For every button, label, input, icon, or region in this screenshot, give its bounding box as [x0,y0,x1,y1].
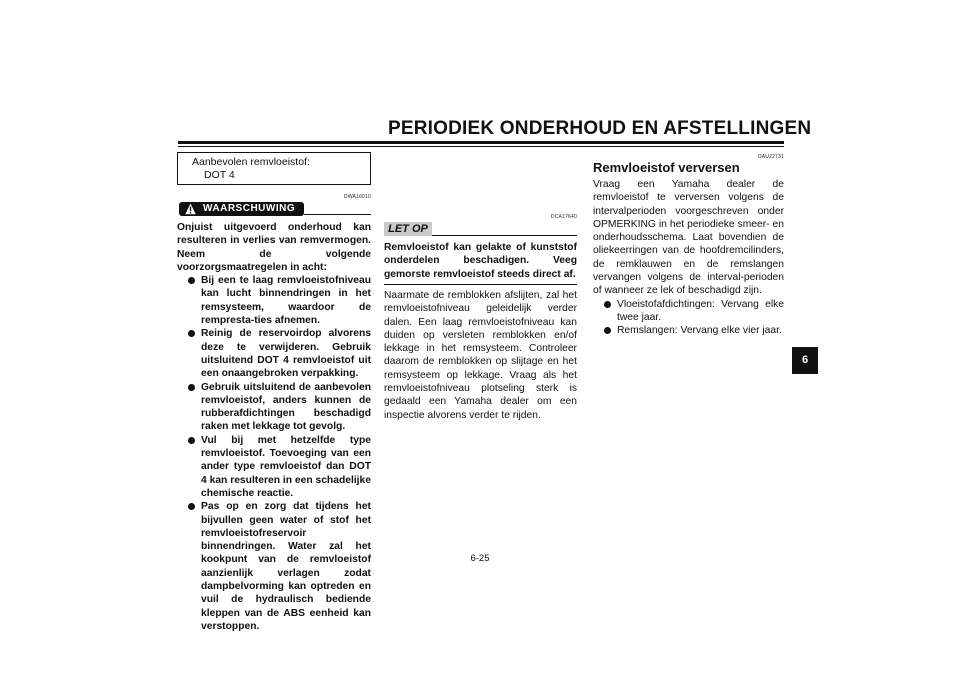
warning-intro: Onjuist uitgevoerd onderhoud kan resulteren in verlies van remvermogen. Neem de volgende voorzorgsmaatregelen in acht: [177,222,371,273]
warning-triangle-icon [185,203,196,215]
warning-code: DWA16010 [344,194,371,200]
notice-end-rule [384,284,577,285]
warning-item: Reinig de reservoirdop alvorens deze te verwijderen. Gebruik uitsluitend DOT 4 remvloeistof uit een onaangebroken verpakking. [185,327,371,380]
bullet-icon [188,277,195,284]
page-title: PERIODIEK ONDERHOUD EN AFSTELLINGEN [388,118,812,139]
bullet-icon [188,330,195,337]
bullet-icon [604,327,611,334]
section-text: Vraag een Yamaha dealer de remvloeistof te verversen volgens de intervalperioden voorgeschreven onder OPMERKING in het periodieke smeer- en onderhoudsschema. Laat bovendien de oliekeerringen van de hoofdremcilinders, de remklauwen en de remslangen vervangen volgens de interval-perioden of wanneer ze lek of beschadigd zijn. [593,179,784,297]
fluid-box-value: DOT 4 [204,169,235,181]
recommended-fluid-box [177,152,371,185]
warning-label: WAARSCHUWING [203,203,296,214]
section-item: Remslangen: Vervang elke vier jaar. [601,324,784,337]
notice-rule [432,235,577,236]
notice-code: DCA17640 [550,214,577,220]
warning-rule [304,214,371,215]
section-code: DAU22731 [757,154,784,160]
warning-item: Gebruik uitsluitend de aanbevolen remvloeistof, anders kunnen de rubberafdichtingen beschadigd raken met lekkage tot gevolg. [185,381,371,434]
warning-list [177,274,371,633]
warning-item: Bij een te laag remvloeistofniveau kan lucht binnendringen in het remsysteem, waardoor de rempresta-ties afnemen. [185,274,371,327]
warning-item: Pas op en zorg dat tijdens het bijvullen geen water of stof het remvloeistofreservoir binnendringen. Water zal het kookpunt van de remvloeistof aanzienlijk verlagen zodat dampbelvorming kan optreden en vuil de hydraulisch bediende kleppen van de ABS eenheid kan verstoppen. [185,500,371,633]
notice-badge: LET OP [384,222,432,236]
bullet-icon [188,503,195,510]
bullet-icon [188,384,195,391]
warning-item: Vul bij met hetzelfde type remvloeistof. Toevoeging van een ander type remvloeistof dan DOT 4 kan resulteren in een schadelijke chemische reactie. [185,434,371,500]
title-rule [178,141,784,144]
section-title: Remvloeistof verversen [593,160,740,175]
body-text: Naarmate de remblokken afslijten, zal het remvloeistofniveau geleidelijk verder dalen. Een laag remvloeistofniveau kan duiden op versleten remblokken en/of lekkage in het remsysteem. Controleer daarom de remblokken op slijtage en het remsysteem op lekkage. Vraag als het remvloeistofniveau plotseling sterk is gedaald een Yamaha dealer om een inspectie alvorens verder te rijden. [384,290,577,421]
section-body [593,178,784,338]
notice-text: Remvloeistof kan gelakte of kunststof onderdelen beschadigen. Veeg gemorste remvloeistof steeds direct af. [384,242,577,280]
bullet-icon [604,301,611,308]
warning-badge [179,202,304,216]
warning-text [177,221,371,633]
chapter-tab: 6 [792,347,818,374]
bullet-icon [188,437,195,444]
section-item: Vloeistofafdichtingen: Vervang elke twee jaar. [601,298,784,325]
page-number: 6-25 [470,553,490,564]
fluid-box-label: Aanbevolen remvloeistof: [192,156,310,168]
section-list [593,298,784,338]
title-rule-thin [178,146,784,147]
